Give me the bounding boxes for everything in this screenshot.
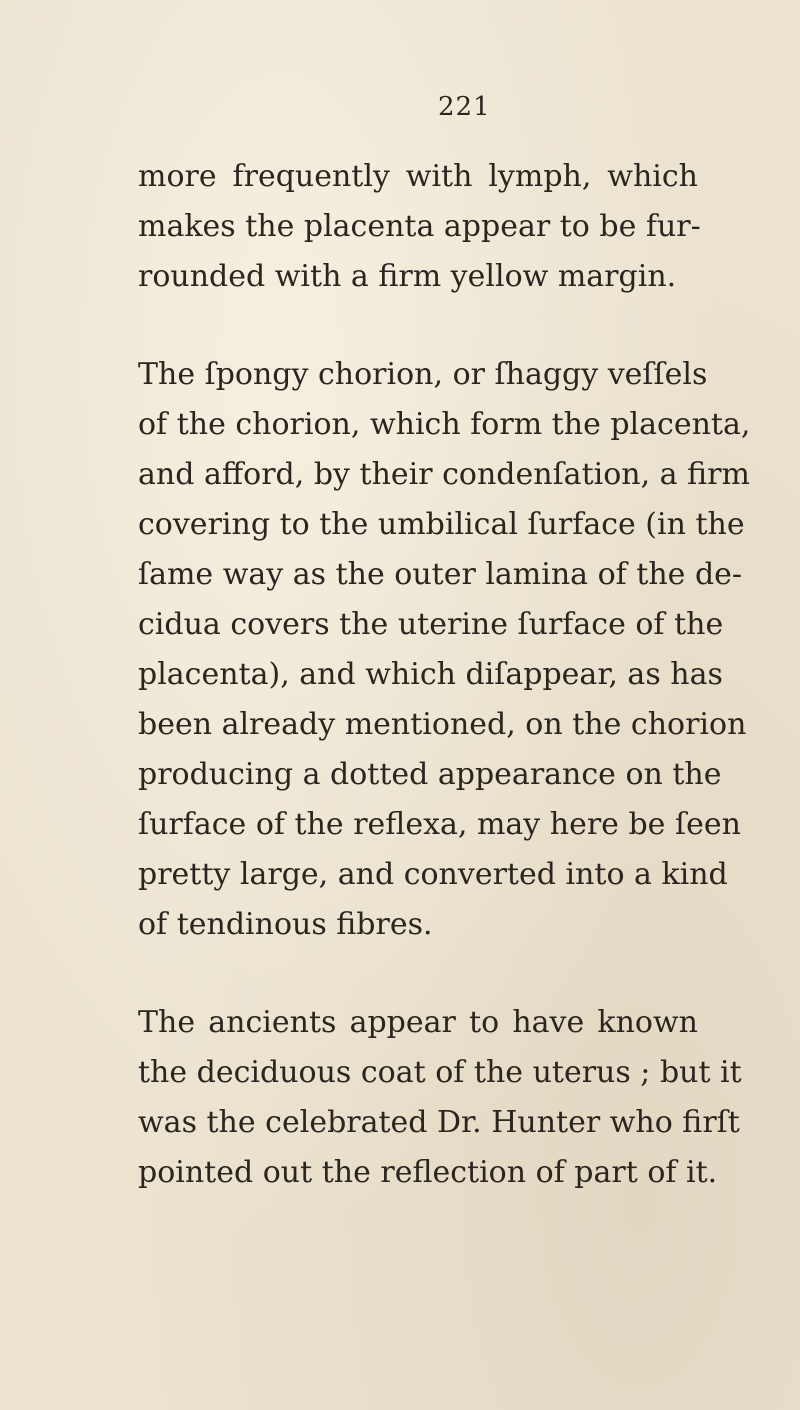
text-line: makes the placenta appear to be fur- bbox=[138, 209, 701, 244]
text-line: more frequently with lymph, which bbox=[138, 159, 698, 194]
body-text bbox=[138, 152, 751, 1198]
text-line: rounded with a firm yellow margin. bbox=[138, 259, 677, 294]
text-line: pretty large, and converted into a kind bbox=[138, 857, 728, 892]
text-line: producing a dotted appearance on the bbox=[138, 757, 722, 792]
text-line: cidua covers the uterine ſurface of the bbox=[138, 607, 724, 642]
paragraph-1 bbox=[138, 152, 701, 302]
text-line: placenta), and which diſappear, as has bbox=[138, 657, 723, 692]
text-line: of the chorion, which form the placenta, bbox=[138, 407, 751, 442]
text-line: been already mentioned, on the chorion bbox=[138, 707, 747, 742]
text-line: covering to the umbilical ſurface (in the bbox=[138, 507, 745, 542]
text-line: of tendinous fibres. bbox=[138, 907, 433, 942]
paragraph-gap bbox=[138, 950, 698, 998]
text-line: was the celebrated Dr. Hunter who firſt bbox=[138, 1105, 740, 1140]
paragraph-gap bbox=[138, 302, 698, 350]
paragraph-2 bbox=[138, 350, 751, 950]
text-line: The ancients appear to have known bbox=[138, 1005, 698, 1040]
paragraph-3 bbox=[138, 998, 742, 1198]
text-line: and afford, by their condenſation, a firm bbox=[138, 457, 750, 492]
text-line: ſame way as the outer lamina of the de- bbox=[138, 557, 743, 592]
text-line: the deciduous coat of the uterus ; but it bbox=[138, 1055, 742, 1090]
text-line: The ſpongy chorion, or ſhaggy veſſels bbox=[138, 357, 708, 392]
text-line: ſurface of the reflexa, may here be ſeen bbox=[138, 807, 741, 842]
page-number: 221 bbox=[438, 92, 491, 122]
text-line: pointed out the reflection of part of it. bbox=[138, 1155, 718, 1190]
